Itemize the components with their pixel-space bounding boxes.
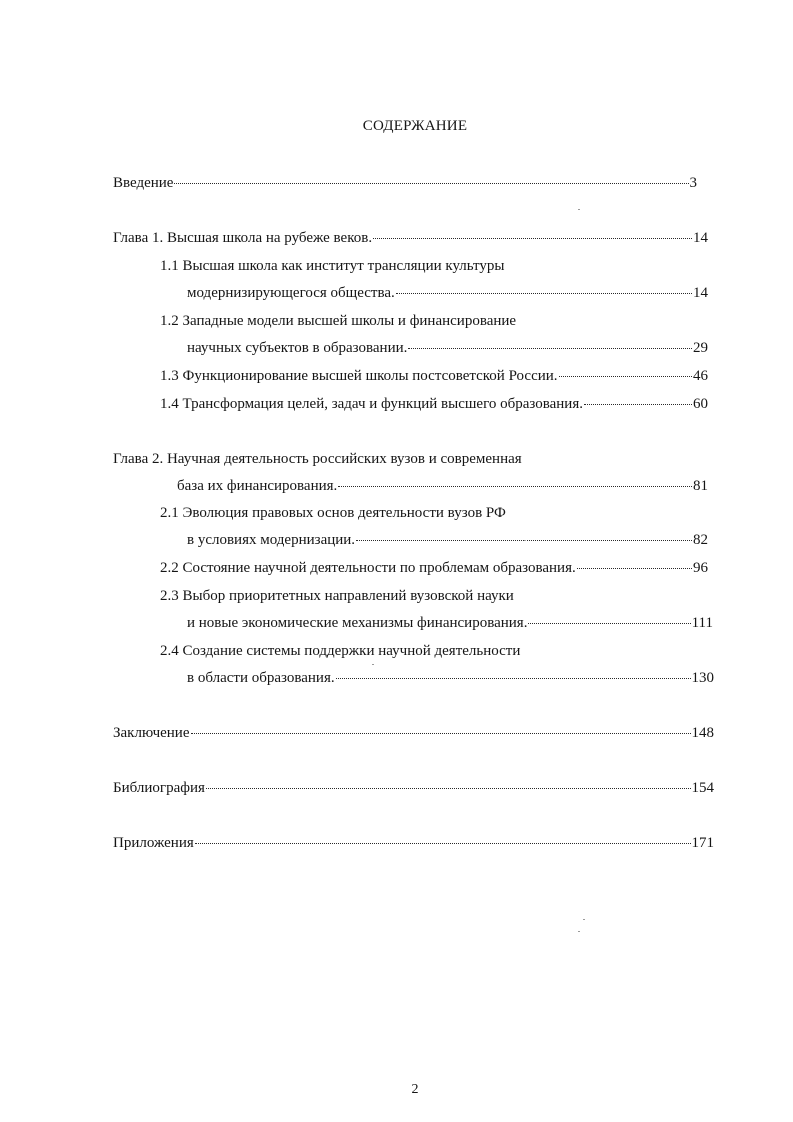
toc-entry-page: 60 — [693, 396, 708, 412]
toc-entry-chapter-2 — [177, 476, 708, 496]
toc-entry-conclusion — [113, 723, 714, 743]
scan-speck — [372, 664, 374, 665]
toc-entry-introduction — [113, 173, 697, 193]
toc-heading: СОДЕРЖАНИЕ — [362, 118, 468, 134]
toc-entry-label: база их финансирования. — [177, 478, 338, 494]
toc-entry-page: 46 — [693, 368, 708, 384]
toc-entry-page: 130 — [691, 670, 714, 686]
toc-entry-page: 81 — [693, 478, 708, 494]
toc-entry-chapter-2-line1: Глава 2. Научная деятельность российских вузов и современная — [113, 451, 522, 467]
dot-leader — [577, 568, 692, 569]
toc-entry-page: 14 — [693, 285, 708, 301]
toc-entry-1-1 — [187, 283, 708, 303]
toc-entry-label: Глава 1. Высшая школа на рубеже веков. — [113, 230, 373, 246]
dot-leader — [195, 843, 691, 844]
toc-entry-1-3 — [160, 366, 708, 386]
toc-entry-label: Заключение — [113, 725, 190, 741]
dot-leader — [408, 348, 692, 349]
dot-leader — [174, 183, 688, 184]
page-number: 2 — [411, 1082, 419, 1097]
toc-entry-2-3-line1: 2.3 Выбор приоритетных направлений вузовской науки — [160, 588, 514, 604]
dot-leader — [373, 238, 692, 239]
dot-leader — [191, 733, 691, 734]
scan-speck — [524, 540, 526, 541]
toc-entry-page: 29 — [693, 340, 708, 356]
toc-entry-page: 96 — [693, 560, 708, 576]
toc-entry-label: Библиография — [113, 780, 205, 796]
toc-entry-chapter-1 — [113, 228, 708, 248]
scan-speck — [583, 919, 585, 920]
toc-entry-label: и новые экономические механизмы финансирования. — [187, 615, 528, 631]
toc-entry-appendices — [113, 833, 714, 853]
toc-entry-page: 3 — [689, 175, 697, 191]
scan-speck — [578, 931, 580, 932]
toc-entry-label: научных субъектов в образовании. — [187, 340, 408, 356]
toc-entry-label: модернизирующегося общества. — [187, 285, 395, 301]
toc-entry-label: 1.4 Трансформация целей, задач и функций высшего образования. — [160, 396, 583, 412]
toc-entry-label: Приложения — [113, 835, 194, 851]
dot-leader — [206, 788, 691, 789]
dot-leader — [528, 623, 690, 624]
toc-entry-bibliography — [113, 778, 714, 798]
toc-entry-2-1-line1: 2.1 Эволюция правовых основ деятельности вузов РФ — [160, 505, 506, 521]
toc-entry-2-4-line1: 2.4 Создание системы поддержки научной деятельности — [160, 643, 521, 659]
toc-entry-label: 2.2 Состояние научной деятельности по проблемам образования. — [160, 560, 576, 576]
dot-leader — [584, 404, 692, 405]
toc-entry-1-4 — [160, 394, 708, 414]
toc-entry-2-4 — [187, 668, 714, 688]
toc-entry-page: 82 — [693, 532, 708, 548]
toc-entry-label: в условиях модернизации. — [187, 532, 356, 548]
toc-entry-2-2 — [160, 558, 708, 578]
toc-entry-page: 148 — [691, 725, 714, 741]
dot-leader — [338, 486, 692, 487]
toc-entry-1-2 — [187, 338, 708, 358]
toc-entry-2-3 — [187, 613, 713, 633]
dot-leader — [559, 376, 692, 377]
dot-leader — [336, 678, 691, 679]
scan-speck — [578, 209, 580, 210]
toc-entry-page: 111 — [691, 615, 713, 631]
toc-entry-2-1 — [187, 530, 708, 550]
toc-entry-page: 14 — [693, 230, 708, 246]
toc-entry-page: 154 — [691, 780, 714, 796]
dot-leader — [396, 293, 692, 294]
toc-entry-label: Введение — [113, 175, 174, 191]
toc-entry-page: 171 — [691, 835, 714, 851]
toc-entry-label: в области образования. — [187, 670, 335, 686]
toc-entry-label: 1.3 Функционирование высшей школы постсоветской России. — [160, 368, 558, 384]
toc-entry-1-2-line1: 1.2 Западные модели высшей школы и финансирование — [160, 313, 517, 329]
toc-entry-1-1-line1: 1.1 Высшая школа как институт трансляции культуры — [160, 258, 505, 274]
